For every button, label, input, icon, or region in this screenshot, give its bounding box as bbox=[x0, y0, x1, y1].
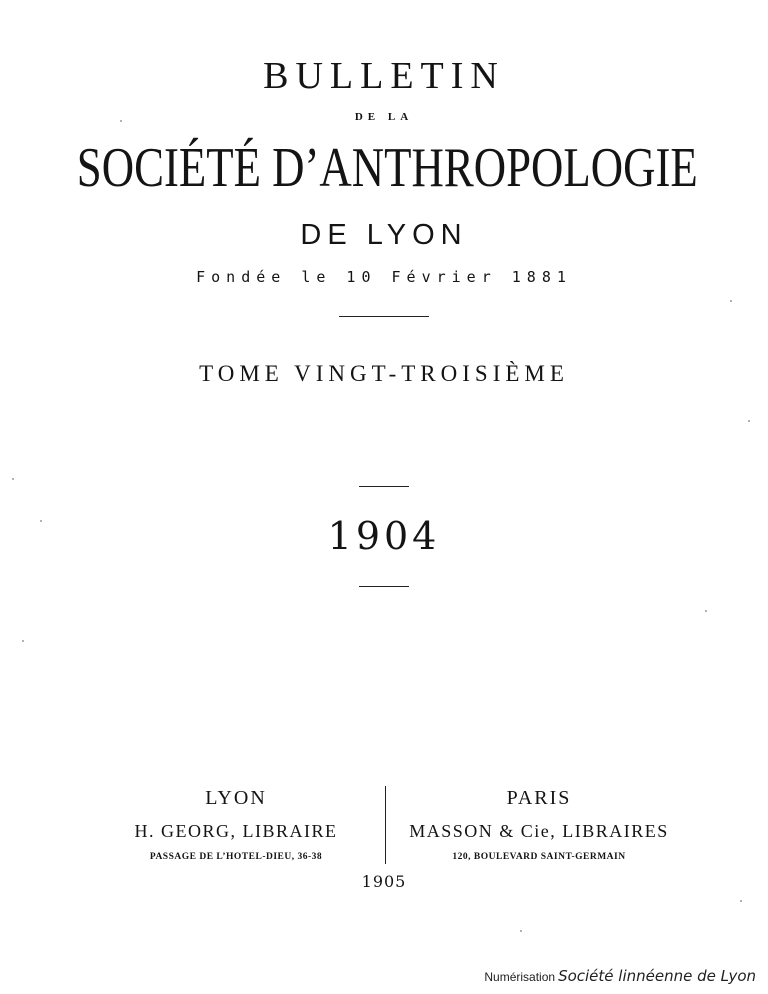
volume-tome: TOME VINGT-TROISIÈME bbox=[199, 361, 569, 386]
publisher-city: LYON bbox=[205, 787, 267, 809]
publisher-address: PASSAGE DE L’HOTEL-DIEU, 36-38 bbox=[149, 852, 323, 862]
paper-speck bbox=[12, 478, 14, 480]
paper-speck bbox=[740, 900, 742, 902]
paper-speck bbox=[22, 640, 24, 642]
paper-speck bbox=[520, 930, 522, 932]
publisher-name: H. GEORG, LIBRAIRE bbox=[134, 821, 338, 841]
divider-rule bbox=[359, 586, 409, 587]
digitization-organization: Société linnéenne de Lyon bbox=[558, 967, 756, 985]
paper-speck bbox=[748, 420, 750, 422]
digitization-credit bbox=[484, 966, 756, 987]
de-la-text: DE LA bbox=[354, 111, 414, 123]
city-line: DE LYON bbox=[300, 219, 468, 251]
paper-speck bbox=[705, 610, 707, 612]
society-name: SOCIÉTÉ D’ANTHROPOLOGIE bbox=[76, 137, 698, 199]
publisher-divider bbox=[385, 786, 386, 864]
paper-speck bbox=[730, 300, 732, 302]
founded-line: Fondée le 10 Février 1881 bbox=[196, 268, 572, 286]
divider-rule bbox=[339, 316, 429, 317]
publisher-address: 120, BOULEVARD SAINT-GERMAIN bbox=[452, 852, 626, 862]
bulletin-heading: BULLETIN bbox=[263, 55, 505, 97]
publisher-name: MASSON & Cie, LIBRAIRES bbox=[409, 821, 669, 841]
volume-year: 1904 bbox=[327, 514, 441, 558]
divider-rule bbox=[359, 486, 409, 487]
print-year: 1905 bbox=[361, 872, 407, 891]
paper-speck bbox=[120, 120, 122, 122]
publisher-city: PARIS bbox=[506, 787, 572, 809]
paper-speck bbox=[40, 520, 42, 522]
digitization-label: Numérisation bbox=[484, 970, 556, 984]
